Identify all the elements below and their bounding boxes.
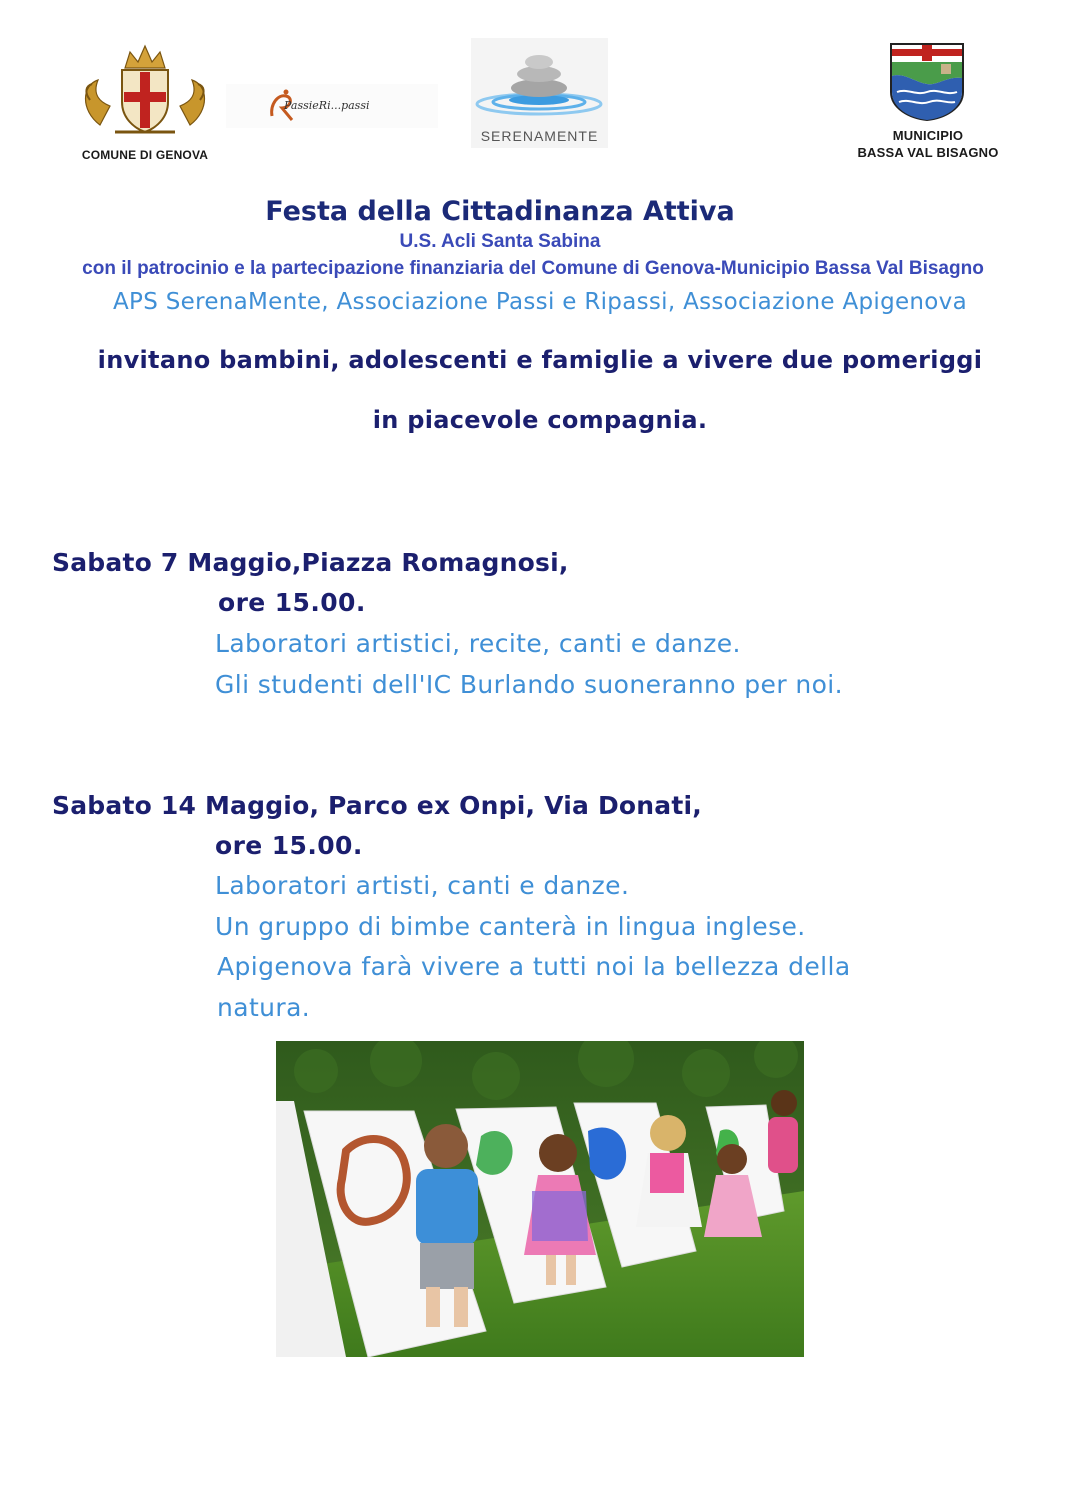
logo-passi-e-ripassi (226, 84, 438, 128)
serenamente-label: SERENAMENTE (480, 128, 599, 144)
logo-municipio (838, 42, 1018, 162)
event-1-line-2: Gli studenti dell'IC Burlando suoneranno per noi. (215, 670, 843, 699)
municipio-shield-icon (889, 42, 965, 122)
associations-line: APS SerenaMente, Associazione Passi e Ripassi, Associazione Apigenova (113, 289, 967, 315)
event-1-line-1: Laboratori artistici, recite, canti e danze. (215, 629, 741, 658)
event-2-line-2: Un gruppo di bimbe canterà in lingua inglese. (215, 912, 806, 941)
event-2-line-1: Laboratori artisti, canti e danze. (215, 871, 630, 900)
comune-label: COMUNE DI GENOVA (81, 148, 209, 162)
event-2-time: ore 15.00. (215, 831, 363, 860)
event-2-line-4: natura. (217, 993, 311, 1022)
municipio-label-2: BASSA VAL BISAGNO (857, 145, 999, 160)
event-2-line-3: Apigenova farà vivere a tutti noi la bellezza della (217, 952, 851, 981)
municipio-label-1: MUNICIPIO (892, 128, 964, 143)
page-title: Festa della Cittadinanza Attiva (265, 196, 735, 227)
logo-comune-di-genova (70, 40, 220, 165)
organizer-line: U.S. Acli Santa Sabina (399, 231, 601, 252)
stones-icon (471, 38, 608, 118)
event-1-time: ore 15.00. (218, 588, 366, 617)
coat-of-arms-icon (70, 40, 220, 140)
children-painting-photo (276, 1041, 804, 1357)
passi-logo-text: PassieRi...passi (284, 99, 370, 112)
event-2-heading: Sabato 14 Maggio, Parco ex Onpi, Via Donati, (52, 791, 702, 820)
patronage-line: con il patrocinio e la partecipazione finanziaria del Comune di Genova-Municipio Bassa Val Bisagno (82, 258, 984, 279)
invite-line-2: in piacevole compagnia. (372, 406, 708, 434)
event-1-heading: Sabato 7 Maggio,Piazza Romagnosi, (52, 548, 569, 577)
invite-line-1: invitano bambini, adolescenti e famiglie a vivere due pomeriggi (97, 346, 983, 374)
logo-serenamente (471, 38, 608, 148)
